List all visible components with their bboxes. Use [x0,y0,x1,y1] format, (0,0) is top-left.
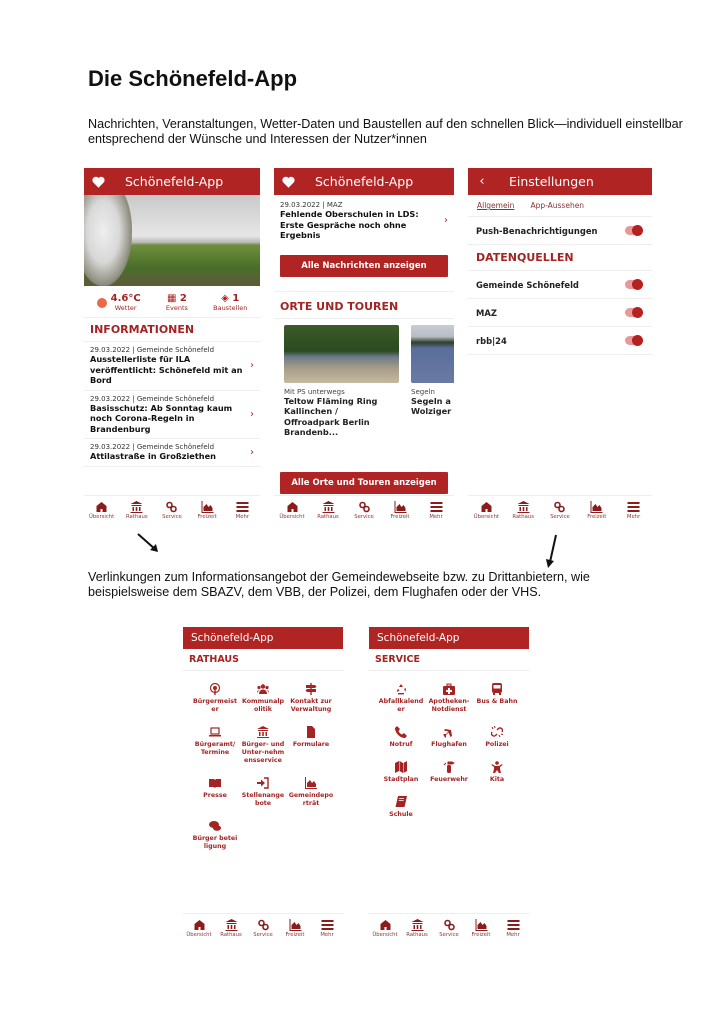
nav-uebersicht[interactable]: Übersicht [369,919,401,938]
intro-paragraph: Nachrichten, Veranstaltungen, Wetter-Daten und Baustellen auf den schnellen Blick—individuell einstellbar entsprechend der Wünsche und Interessen der Nutzer*innen [88,117,683,146]
grid-item-notruf[interactable]: Notruf [377,726,425,749]
laptop-icon [209,726,221,738]
app-header [468,168,652,195]
document-icon [305,726,317,738]
link-icon [553,501,566,513]
nav-freizeit[interactable]: Freizeit [465,919,497,938]
grid-item-buergerservice[interactable]: Bürger- und Unter-nehmensservice [239,726,287,765]
town-hall-icon [517,501,530,513]
tab-allgemein[interactable]: Allgemein [477,201,515,210]
construction-stat[interactable]: ◈ 1 Baustellen [213,293,248,312]
nav-mehr[interactable]: Mehr [311,919,343,938]
grid-item-buergerbeteiligung[interactable]: Bürger beteiligung [191,820,239,851]
menu-icon [507,919,520,931]
link-icon [443,919,456,931]
chart-area-icon [590,501,603,513]
plane-icon [443,726,455,738]
home-icon [286,501,299,513]
app-title: Schönefeld-App [125,174,224,189]
grid-item-feuerwehr[interactable]: Feuerwehr [425,761,473,784]
town-hall-icon [322,501,335,513]
link-icon [165,501,178,513]
source-row: Gemeinde Schönefeld [468,271,652,299]
grid-item-gemeindeportraet[interactable]: Gemeindeporträt [287,777,335,808]
app-header [369,627,529,649]
nav-service[interactable]: Service [347,501,381,520]
chevron-right-icon: › [250,360,254,372]
grid-item-buergeramt[interactable]: Bürgeramt/ Termine [191,726,239,765]
rathaus-grid [183,671,343,851]
section-service: SERVICE [369,649,529,671]
chart-area-icon [475,919,488,931]
app-header [274,168,454,195]
grid-item-abfallkalender[interactable]: Abfallkalender [377,683,425,714]
calendar-icon: ▦ [166,293,177,304]
source-toggle[interactable] [625,336,642,345]
chart-area-icon [394,501,407,513]
construction-diamond-icon: ◈ [221,293,229,304]
weather-dot-icon [97,298,107,308]
nav-rathaus[interactable]: Rathaus [311,501,345,520]
screen-settings [468,168,652,525]
phone-icon [395,726,407,738]
menu-icon [236,501,249,513]
nav-mehr[interactable]: Mehr [419,501,453,520]
bottom-nav [274,495,454,525]
push-toggle[interactable] [625,226,642,235]
chevron-right-icon: › [250,408,254,420]
menu-icon [627,501,640,513]
chevron-right-icon: › [250,446,254,458]
home-icon [193,919,206,931]
service-grid [369,671,529,819]
section-rathaus: RATHAUS [183,649,343,671]
place-image [411,325,454,383]
home-icon [379,919,392,931]
bottom-nav [183,913,343,943]
recycle-icon [395,683,407,695]
grid-item-kita[interactable]: Kita [473,761,521,784]
section-informationen: INFORMATIONEN [84,318,260,342]
heart-icon[interactable] [91,175,105,189]
signpost-icon [305,683,317,695]
place-card[interactable]: Segeln Segeln a Wolziger [411,325,454,438]
chart-area-icon [289,919,302,931]
link-icon [358,501,371,513]
grid-item-presse[interactable]: Presse [191,777,239,808]
nav-freizeit[interactable]: Freizeit [190,501,224,520]
home-icon [95,501,108,513]
app-title: Schönefeld-App [191,632,274,644]
grid-item-formulare[interactable]: Formulare [287,726,335,765]
map-icon [395,761,407,773]
sign-in-icon [257,777,269,789]
app-header [183,627,343,649]
news-item[interactable]: 29.03.2022 | Gemeinde Schönefeld Ausstellerliste für ILA veröffentlicht: Schönefeld mit an Bord › [84,342,260,391]
screen-overview [84,168,260,525]
chart-area-icon [201,501,214,513]
app-title: Schönefeld-App [377,632,460,644]
nav-rathaus[interactable]: Rathaus [401,919,433,938]
events-stat[interactable]: ▦ 2 Events [165,293,188,312]
nav-service[interactable]: Service [543,501,577,520]
grid-item-flughafen[interactable]: Flughafen [425,726,473,749]
grid-item-stellenangebote[interactable]: Stellenangebote [239,777,287,808]
weather-stat[interactable]: 4.6°C Wetter [97,293,141,312]
source-toggle[interactable] [625,280,642,289]
grid-item-apotheken[interactable]: Apotheken-Notdienst [425,683,473,714]
chain-broken-icon [491,726,503,738]
comments-icon [209,820,221,832]
nav-uebersicht[interactable]: Übersicht [183,919,215,938]
app-header [84,168,260,195]
nav-uebersicht[interactable]: Übersicht [275,501,309,520]
nav-mehr[interactable]: Mehr [497,919,529,938]
nav-service[interactable]: Service [247,919,279,938]
fire-extinguisher-icon [443,761,455,773]
heart-icon[interactable] [281,175,295,189]
bottom-nav [468,495,652,525]
book-icon [395,796,407,808]
section-datenquellen: DATENQUELLEN [468,245,652,271]
grid-item-kontakt[interactable]: Kontakt zur Verwaltung [287,683,335,714]
users-icon [257,683,269,695]
town-hall-icon [225,919,238,931]
place-image [284,325,399,383]
all-places-button[interactable]: Alle Orte und Touren anzeigen [280,472,448,494]
nav-freizeit[interactable]: Freizeit [383,501,417,520]
town-hall-icon [257,726,269,738]
bottom-nav [84,495,260,525]
screen-news-places [274,168,454,525]
menu-icon [321,919,334,931]
section-orte-und-touren: ORTE UND TOUREN [274,291,454,319]
nav-freizeit[interactable]: Freizeit [580,501,614,520]
source-row: rbb|24 [468,327,652,355]
push-notifications-row: Push-Benachrichtigungen [468,217,652,245]
town-hall-icon [130,501,143,513]
nav-uebersicht[interactable]: Übersicht [85,501,119,520]
screen-title: Einstellungen [509,174,594,189]
place-card[interactable]: Mit PS unterwegs Teltow Fläming Ring Kallinchen / Offroadpark Berlin Brandenb... [284,325,399,438]
grid-item-polizei[interactable]: Polizei [473,726,521,749]
bottom-nav [369,913,529,943]
app-title: Schönefeld-App [315,174,414,189]
grid-item-bus-bahn[interactable]: Bus & Bahn [473,683,521,714]
medkit-icon [443,683,455,695]
grid-item-kommunalpolitik[interactable]: Kommunalpolitik [239,683,287,714]
grid-item-buergermeister[interactable]: Bürgermeister [191,683,239,714]
news-item[interactable]: 29.03.2022 | MAZ Fehlende Oberschulen in LDS: Erste Gespräche noch ohne Ergebnis › [280,201,448,240]
hero-image [84,195,260,286]
nav-rathaus[interactable]: Rathaus [120,501,154,520]
child-icon [491,761,503,773]
settings-tabs [468,195,652,217]
screen-service [369,627,529,943]
grid-item-schule[interactable]: Schule [377,796,425,819]
news-item[interactable]: 29.03.2022 | Gemeinde Schönefeld Basisschutz: Ab Sonntag kaum noch Corona-Regeln in Brandenburg › [84,391,260,440]
links-paragraph: Verlinkungen zum Informationsangebot der Gemeindewebseite bzw. zu Drittanbietern, wie beispielsweise dem SBAZV, dem VBB, der Polizei, dem Flughafen oder der VHS. [88,570,590,599]
grid-item-stadtplan[interactable]: Stadtplan [377,761,425,784]
nav-freizeit[interactable]: Freizeit [279,919,311,938]
podcast-icon [209,683,221,695]
nav-mehr[interactable]: Mehr [225,501,259,520]
nav-service[interactable]: Service [433,919,465,938]
source-row: MAZ [468,299,652,327]
arrow-down-icon [544,534,560,570]
all-news-button[interactable]: Alle Nachrichten anzeigen [280,255,448,277]
chart-area-icon [305,777,317,789]
screen-rathaus [183,627,343,943]
nav-mehr[interactable]: Mehr [617,501,651,520]
arrow-down-right-icon [136,532,162,556]
book-open-icon [209,777,221,789]
nav-rathaus[interactable]: Rathaus [215,919,247,938]
news-item[interactable]: 29.03.2022 | Gemeinde Schönefeld Attilastraße in Großziethen › [84,439,260,467]
places-carousel[interactable] [274,319,454,438]
nav-rathaus[interactable]: Rathaus [506,501,540,520]
nav-service[interactable]: Service [155,501,189,520]
chevron-right-icon: › [444,215,448,227]
source-toggle[interactable] [625,308,642,317]
stats-row [84,286,260,318]
menu-icon [430,501,443,513]
town-hall-icon [411,919,424,931]
document-title: Die Schönefeld-App [88,66,298,91]
link-icon [257,919,270,931]
back-chevron-icon[interactable]: ‹ [479,174,485,189]
home-icon [480,501,493,513]
bus-icon [491,683,503,695]
tab-app-aussehen[interactable]: App-Aussehen [530,201,585,210]
nav-uebersicht[interactable]: Übersicht [469,501,503,520]
